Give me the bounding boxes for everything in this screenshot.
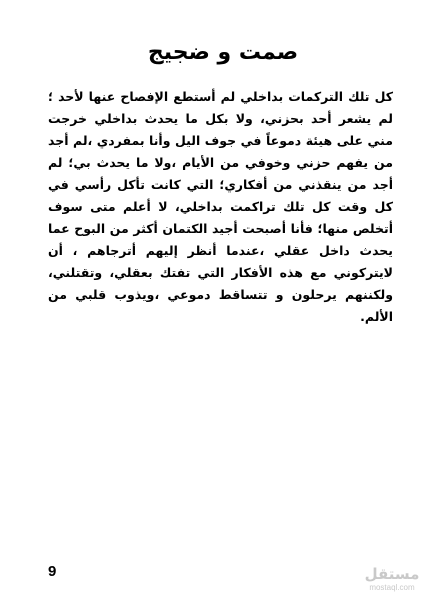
watermark-arabic-text: مستقل [364,565,420,583]
page-number: 9 [48,563,57,580]
page-title: صمت و ضجيج [147,40,299,65]
body-paragraph: كل تلك التركمات بداخلي لم أستطع الإفصاح عنها لأحد ؛لم يشعر أحد بحزني، ولا بكل ما يحدث بداخلي خرجت مني على هيئة دموعاً في جوف اليل وأنا بمفردي ،لم أجد من يفهم حزني وخوفي من الأيام ،ولا ما يحدث بي؛ لم أجد من ينقذني من أفكاري؛ التي كانت تأكل رأسي في كل وقت كل تلك تراكمت بداخلي، لا أعلم متى سوف أتخلص منها؛ فأنا أصبحت أجيد الكتمان أكثر من البوح عما يحدث داخل عقلي ،عندما أنظر إليهم أترجاهم ، أن لايتركوني مع هذه الأفكار التي تفتك بعقلي، وتقتلني، ولكننهم يرحلون و تتساقط دموعي ،ويذوب قلبي من الألم. [48,89,393,324]
mostaql-watermark-logo [357,565,427,599]
watermark-latin-text: mostaql.com [369,583,415,592]
